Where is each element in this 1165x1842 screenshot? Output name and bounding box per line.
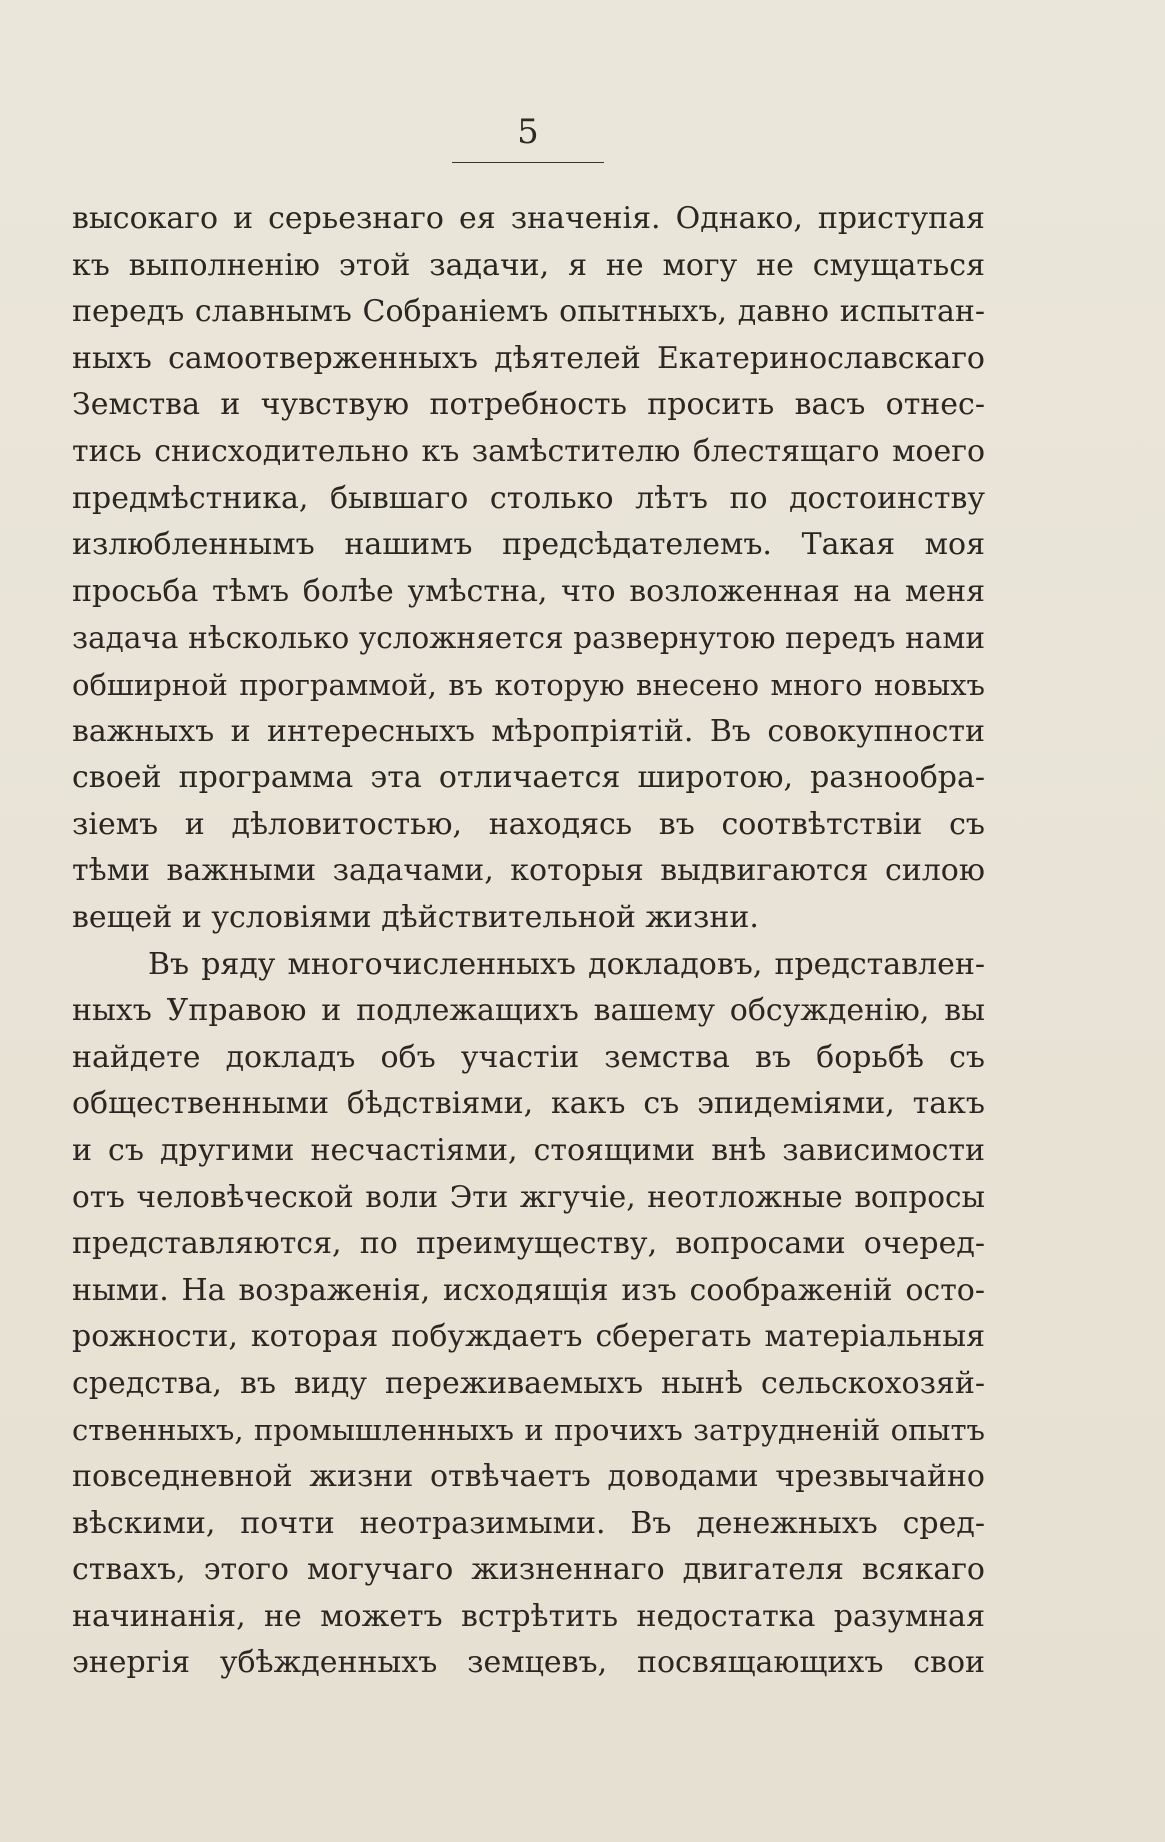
text-line: ственныхъ, промышленныхъ и прочихъ затрудненій опытъ [72,1413,985,1448]
text-line: найдете докладъ объ участіи земства въ борьбѣ съ [72,1039,985,1075]
text-line: задача нѣсколько усложняется развернутою передъ нами [72,621,985,656]
text-line: энергія убѣжденныхъ земцевъ, посвящающихъ свои [72,1645,985,1681]
text-line: Земства и чувствую потребность просить васъ отнес- [72,387,985,423]
text-line: тѣми важными задачами, которыя выдвигаются силою [72,853,985,889]
paragraph-start-line: Въ ряду многочисленныхъ докладовъ, представлен- [148,946,985,982]
text-line: ныхъ Управою и подлежащихъ вашему обсужденію, вы [72,993,985,1029]
text-line: передъ славнымъ Собраніемъ опытныхъ, давно испытан- [72,294,985,330]
page-number: 5 [517,112,539,152]
text-line: представляются, по преимуществу, вопросами очеред- [72,1226,985,1262]
text-line: средства, въ виду переживаемыхъ нынѣ сельскохозяй- [72,1365,985,1401]
text-line: рожности, которая побуждаетъ сберегать матеріальныя [72,1319,985,1355]
text-line: своей программа эта отличается широтою, разнообра- [72,760,985,796]
text-line: обширной программой, въ которую внесено много новыхъ [72,667,985,702]
text-line: ными. На возраженія, исходящія изъ соображеній осто- [72,1272,985,1308]
text-line: повседневной жизни отвѣчаетъ доводами чрезвычайно [72,1459,985,1495]
text-line: тись снисходительно къ замѣстителю блестящаго моего [72,433,985,469]
text-line: излюбленнымъ нашимъ предсѣдателемъ. Такая моя [72,527,985,563]
paragraph-end-line: вещей и условіями дѣйствительной жизни. [72,899,759,935]
text-line: и съ другими несчастіями, стоящими внѣ зависимости [72,1132,985,1168]
page-number-rule [452,162,604,163]
text-line: зіемъ и дѣловитостью, находясь въ соотвѣтствіи съ [72,806,985,842]
text-line: ныхъ самоотверженныхъ дѣятелей Екатеринославскаго [72,340,985,376]
text-line: ствахъ, этого могучаго жизненнаго двигателя всякаго [72,1552,985,1588]
text-line: высокаго и серьезнаго ея значенія. Однако, приступая [72,201,985,236]
body-text [72,196,985,1687]
text-line: предмѣстника, бывшаго столько лѣтъ по достоинству [72,480,985,516]
text-line: просьба тѣмъ болѣе умѣстна, что возложенная на меня [72,573,985,609]
text-line: вѣскими, почти неотразимыми. Въ денежныхъ сред- [72,1505,985,1541]
text-line: къ выполненію этой задачи, я не могу не смущаться [72,247,985,283]
text-line: отъ человѣческой воли Эти жгучіе, неотложные вопросы [72,1180,985,1215]
text-line: начинанія, не можетъ встрѣтить недостатка разумная [72,1598,985,1634]
text-line: важныхъ и интересныхъ мѣропріятій. Въ совокупности [72,713,985,749]
text-line: общественными бѣдствіями, какъ съ эпидеміями, такъ [72,1086,985,1122]
